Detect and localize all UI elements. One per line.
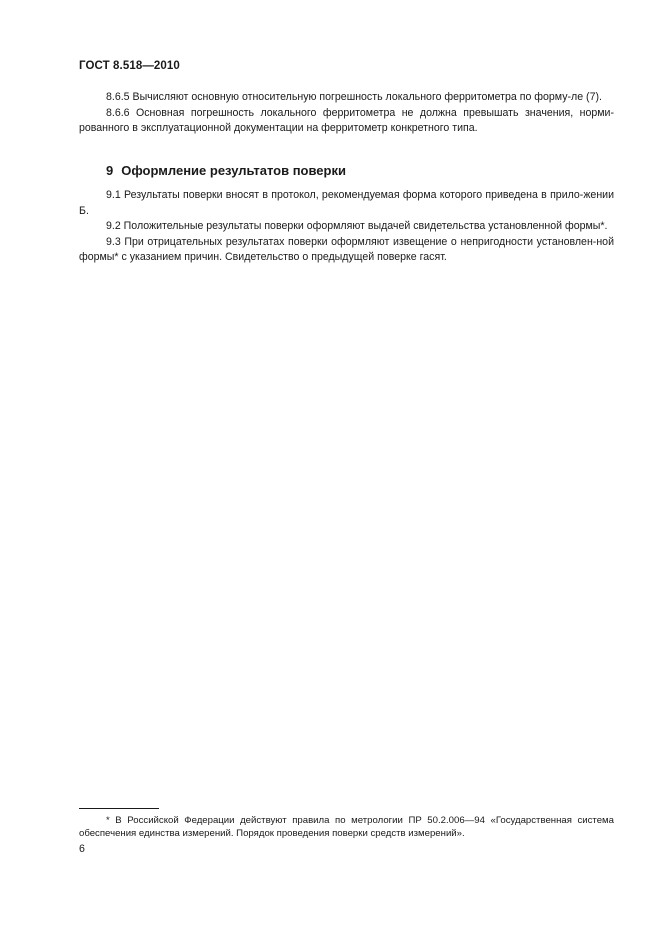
section-title: Оформление результатов поверки [121, 163, 346, 178]
section-9-block [79, 188, 614, 266]
paragraph-9-3: 9.3 При отрицательных результатах поверки оформляют извещение о непригодности установлен-ной формы* с указанием причин. Свидетельство о предыдущей поверке гасят. [79, 235, 614, 263]
document-header: ГОСТ 8.518—2010 [79, 60, 180, 72]
section-heading [106, 163, 346, 178]
section-8-block [79, 90, 614, 137]
paragraph-8-6-5: 8.6.5 Вычисляют основную относительную погрешность локального ферритометра по форму-ле (7). [106, 91, 602, 103]
paragraph-8-6-6: 8.6.6 Основная погрешность локального ферритометра не должна превышать значения, норми-рованного в эксплуатационной документации на ферритометр конкретного типа. [79, 106, 614, 134]
footnote-divider [79, 808, 159, 809]
paragraph-9-2: 9.2 Положительные результаты поверки оформляют выдачей свидетельства установленной формы*. [106, 220, 608, 232]
footnote: * В Российской Федерации действуют правила по метрологии ПР 50.2.006—94 «Государственная система обеспечения единства измерений. Порядок проведения поверки средств измерений». [79, 815, 614, 839]
section-number: 9 [106, 163, 114, 178]
paragraph-9-1: 9.1 Результаты поверки вносят в протокол, рекомендуемая форма которого приведена в прило-жении Б. [79, 189, 614, 217]
page-number: 6 [79, 843, 85, 855]
